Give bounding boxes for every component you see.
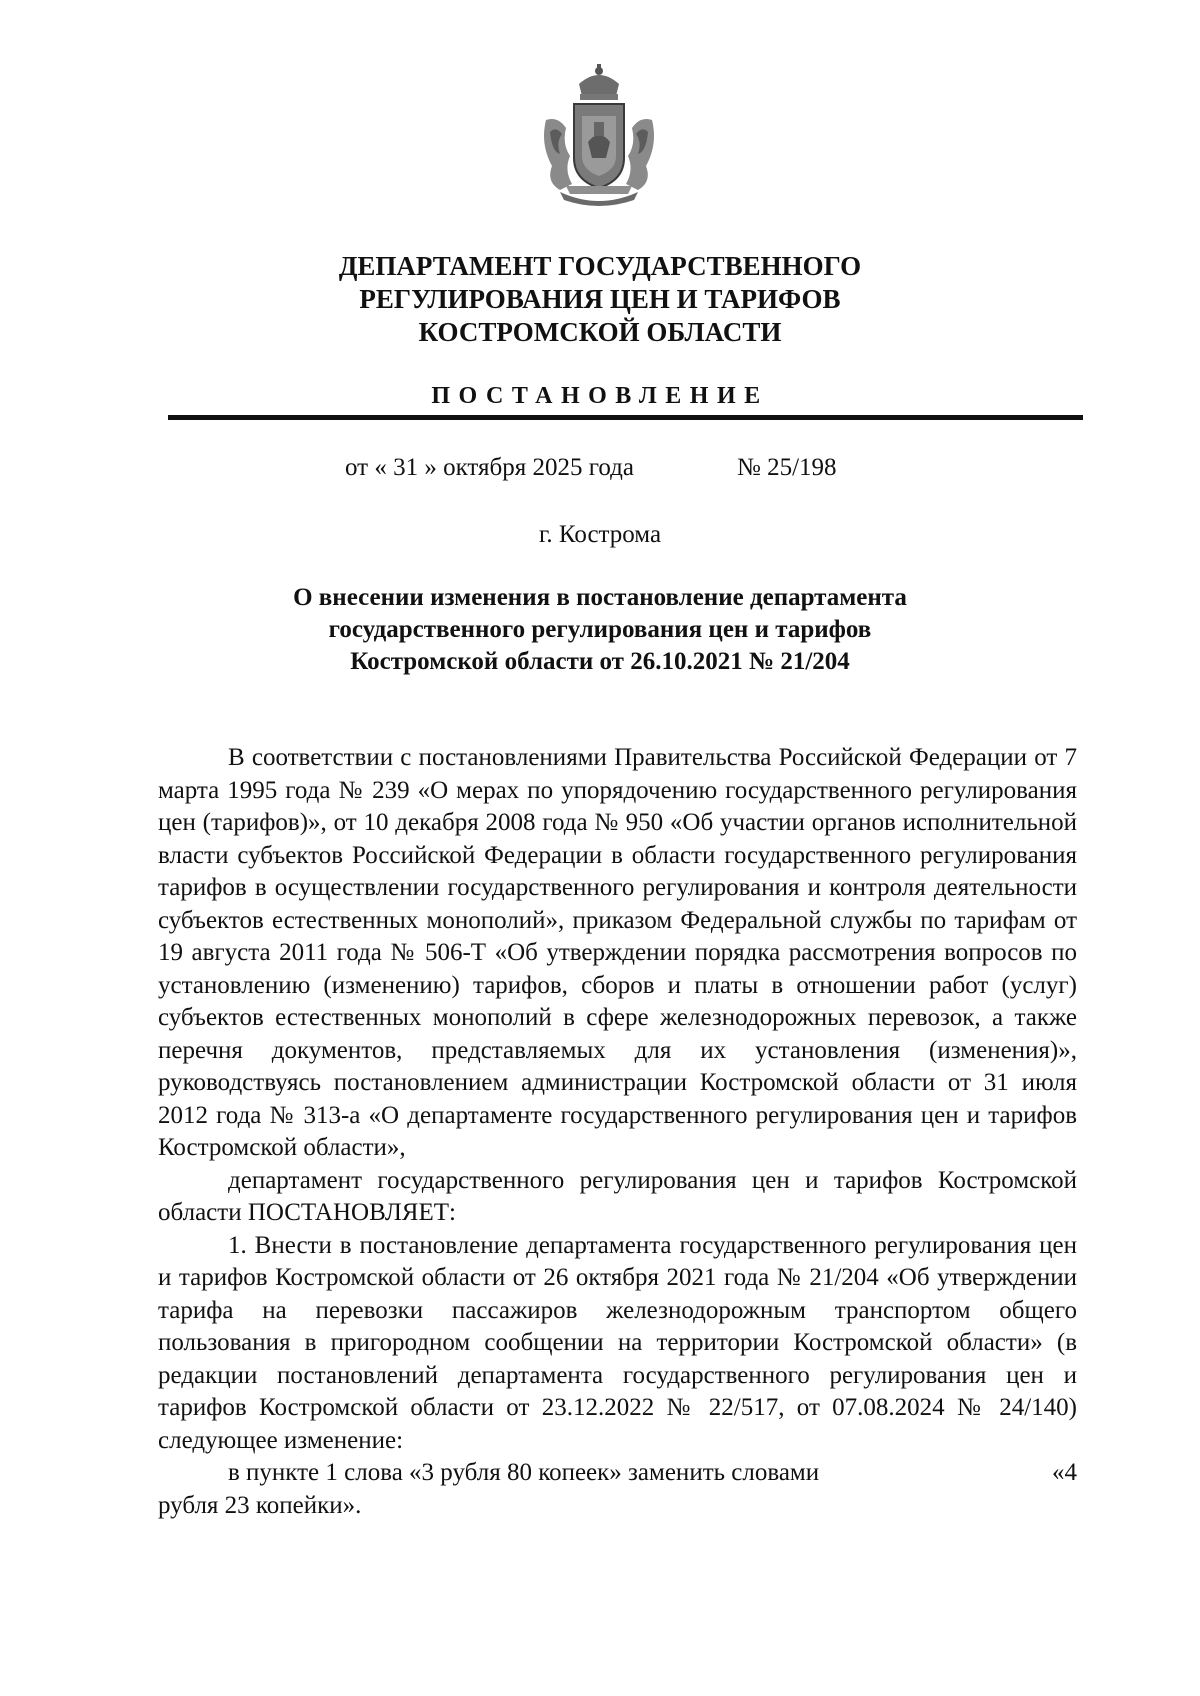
department-name xyxy=(0,250,1200,349)
department-line: ДЕПАРТАМЕНТ ГОСУДАРСТВЕННОГО xyxy=(338,251,862,281)
document-type: ПОСТАНОВЛЕНИЕ xyxy=(431,383,769,409)
body-paragraph: департамент государственного регулирования цен и тарифов Костромской области ПОСТАНОВЛЯЕТ: xyxy=(158,1166,1077,1226)
replacement-text: в пункте 1 слова «3 рубля 80 копеек» заменить словами xyxy=(228,1459,820,1486)
replacement-end: рубля 23 копейки». xyxy=(158,1491,362,1519)
body-paragraph: В соответствии с постановлениями Правительства Российской Федерации от 7 марта 1995 года № 239 «О мерах по упорядочению государственного регулирования цен (тарифов)», от 10 декабря 2008 года № 950 «Об участии органов исполнительной власти субъектов Российской Федерации в области государственного регулирования тарифов в осуществлении государственного регулирования и контроля деятельности субъектов естественных монополий», приказом Федеральной службы по тарифам от 19 августа 2011 года № 506-Т «Об утверждении порядка рассмотрения вопросов по установлению (изменению) тарифов, сборов и платы в отношении работ (услуг) субъектов естественных монополий в сфере железнодорожных перевозок, а также перечня документов, представляемых для их установления (изменения)», руководствуясь постановлением администрации Костромской области от 31 июля 2012 года № 313-а «О департаменте государственного регулирования цен и тарифов Костромской области», xyxy=(158,744,1077,1161)
body-paragraph-last-line xyxy=(158,1457,1077,1490)
document-city: г. Кострома xyxy=(538,521,662,548)
replacement-quote: «4 xyxy=(1052,1459,1077,1486)
document-body xyxy=(158,742,1077,1522)
document-title xyxy=(0,582,1200,678)
body-paragraph: 1. Внести в постановление департамента государственного регулирования цен и тарифов Костромской области от 26 октября 2021 года № 21/204 «Об утверждении тарифа на перевозки пассажиров железнодорожным транспортом общего пользования в пригородном сообщении на территории Костромской области» (в редакции постановлений департамента государственного регулирования цен и тарифов Костромской области от 23.12.2022 № 22/517, от 07.08.2024 № 24/140) следующее изменение: xyxy=(158,1231,1077,1454)
title-line: Костромской области от 26.10.2021 № 21/204 xyxy=(350,648,850,675)
title-line: государственного регулирования цен и тарифов xyxy=(328,616,872,643)
document-number: № 25/198 xyxy=(737,454,837,481)
department-line: РЕГУЛИРОВАНИЯ ЦЕН И ТАРИФОВ xyxy=(359,284,841,314)
document-date: от « 31 » октября 2025 года xyxy=(345,454,634,481)
header-divider xyxy=(168,415,1083,420)
department-line: КОСТРОМСКОЙ ОБЛАСТИ xyxy=(418,317,782,347)
title-line: О внесении изменения в постановление департамента xyxy=(293,584,907,611)
coat-of-arms-icon xyxy=(536,62,662,208)
